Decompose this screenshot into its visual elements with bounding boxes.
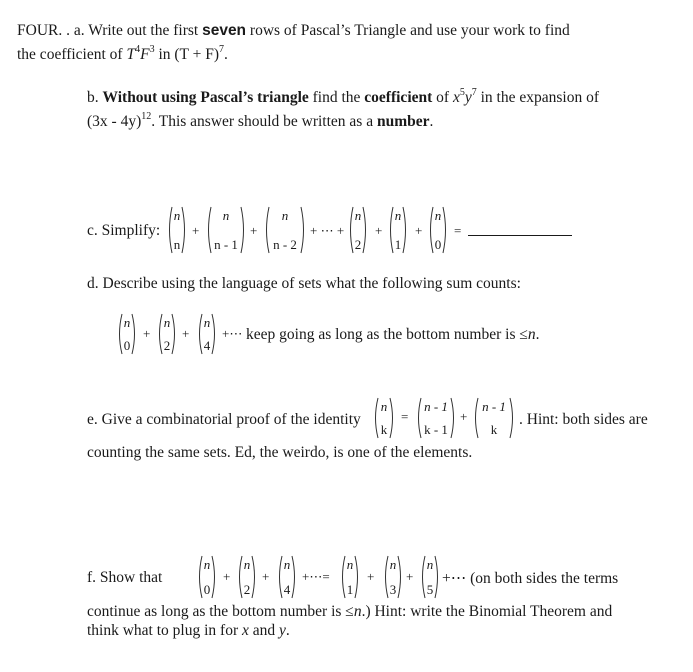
binomial-bottom: k bbox=[380, 422, 388, 437]
part-b-line1: b. Without using Pascal’s triangle find the coefficient of $x^5y^7$ in the expansion of bbox=[87, 87, 600, 106]
part-d-tail: keep going as long as the bottom number is ≤n. bbox=[246, 326, 540, 343]
binomial-rhs-2 bbox=[473, 397, 515, 439]
binomial-top: n bbox=[173, 208, 181, 223]
binomial-bottom: 1 bbox=[394, 237, 402, 252]
answer-blank bbox=[468, 235, 572, 236]
binomial-lhs bbox=[373, 397, 395, 439]
part-f-tail: +⋯ (on both sides the terms bbox=[442, 570, 619, 587]
plus-sign: + bbox=[182, 326, 190, 341]
binomial-bottom: k - 1 bbox=[424, 422, 448, 437]
binomial-term bbox=[237, 555, 257, 599]
binomial-term bbox=[428, 206, 448, 254]
binomial-term bbox=[206, 206, 246, 254]
binomial-bottom: 3 bbox=[389, 582, 397, 597]
binomial-bottom: k bbox=[490, 422, 498, 437]
binomial-top: n bbox=[243, 557, 251, 572]
binomial-top: n bbox=[426, 557, 434, 572]
ellipsis-sum: + ⋯ + bbox=[310, 223, 345, 238]
binomial-bottom: n - 1 bbox=[214, 237, 238, 252]
plus-sign: + bbox=[406, 569, 414, 584]
binomial-bottom: 2 bbox=[354, 237, 362, 252]
binomial-bottom: n bbox=[173, 237, 181, 252]
plus-sign: + bbox=[223, 569, 231, 584]
binomial-bottom: 2 bbox=[243, 582, 251, 597]
binomial-term bbox=[117, 313, 137, 355]
binomial-bottom: 2 bbox=[163, 338, 171, 353]
binomial-term bbox=[383, 555, 403, 599]
binomial-term bbox=[348, 206, 368, 254]
problem-header: FOUR. . a. Write out the first seven rows of Pascal’s Triangle and use your work to find bbox=[17, 22, 570, 39]
binomial-top: n bbox=[123, 315, 131, 330]
binomial-term bbox=[340, 555, 360, 599]
binomial-term bbox=[157, 313, 177, 355]
binomial-top: n bbox=[346, 557, 354, 572]
plus-sign: + bbox=[375, 223, 383, 238]
binomial-top: n - 1 bbox=[424, 399, 448, 414]
emphasis-seven: seven bbox=[202, 22, 247, 39]
part-b-line2: (3x - 4y)$^{12}$. This answer should be written as a number. bbox=[87, 111, 434, 130]
plus-sign: + bbox=[250, 223, 258, 238]
ellipsis-equals: +⋯= bbox=[302, 569, 330, 584]
binomial-top: n bbox=[354, 208, 362, 223]
plus-sign: + bbox=[415, 223, 423, 238]
plus-sign: + bbox=[367, 569, 375, 584]
binomial-top: n bbox=[203, 315, 211, 330]
problem-line2: the coefficient of $T^4F^3$ in $(T + F)^7$. bbox=[17, 44, 228, 63]
binomial-term bbox=[167, 206, 187, 254]
binomial-top: n bbox=[394, 208, 402, 223]
binomial-bottom: 5 bbox=[426, 582, 434, 597]
plus-sign: + bbox=[262, 569, 270, 584]
binomial-term bbox=[388, 206, 408, 254]
part-d-text: d. Describe using the language of sets what the following sum counts: bbox=[87, 275, 521, 292]
binomial-term bbox=[197, 313, 217, 355]
ellipsis-sum: +⋯ bbox=[222, 326, 243, 341]
binomial-top: n bbox=[222, 208, 230, 223]
binomial-top: n bbox=[434, 208, 442, 223]
binomial-bottom: 1 bbox=[346, 582, 354, 597]
plus-sign: + bbox=[460, 409, 468, 424]
part-e-text: e. Give a combinatorial proof of the identity bbox=[87, 411, 361, 428]
part-f-line2: continue as long as the bottom number is ≤n.) Hint: write the Binomial Theorem and bbox=[87, 603, 613, 620]
binomial-top: n bbox=[283, 557, 291, 572]
equals-sign: = bbox=[401, 409, 409, 424]
binomial-top: n bbox=[203, 557, 211, 572]
binomial-term bbox=[197, 555, 217, 599]
binomial-top: n bbox=[389, 557, 397, 572]
plus-sign: + bbox=[192, 223, 200, 238]
binomial-term bbox=[264, 206, 306, 254]
binomial-term bbox=[277, 555, 297, 599]
binomial-bottom: 4 bbox=[283, 582, 291, 597]
part-e-hint: . Hint: both sides are bbox=[519, 411, 648, 428]
binomial-bottom: 0 bbox=[203, 582, 211, 597]
binomial-bottom: 4 bbox=[203, 338, 211, 353]
binomial-rhs-1 bbox=[416, 397, 456, 439]
binomial-top: n - 1 bbox=[482, 399, 506, 414]
part-e-line2: counting the same sets. Ed, the weirdo, is one of the elements. bbox=[87, 444, 473, 461]
binomial-bottom: 0 bbox=[434, 237, 442, 252]
binomial-bottom: n - 2 bbox=[273, 237, 297, 252]
binomial-top: n bbox=[281, 208, 289, 223]
plus-sign: + bbox=[143, 326, 151, 341]
binomial-term bbox=[420, 555, 440, 599]
part-f-line3: think what to plug in for x and y. bbox=[87, 622, 290, 639]
part-f-label: f. Show that bbox=[87, 569, 163, 586]
part-c-label: c. Simplify: bbox=[87, 222, 161, 239]
binomial-top: n bbox=[380, 399, 388, 414]
binomial-top: n bbox=[163, 315, 171, 330]
equals-sign: = bbox=[454, 223, 462, 238]
binomial-bottom: 0 bbox=[123, 338, 131, 353]
